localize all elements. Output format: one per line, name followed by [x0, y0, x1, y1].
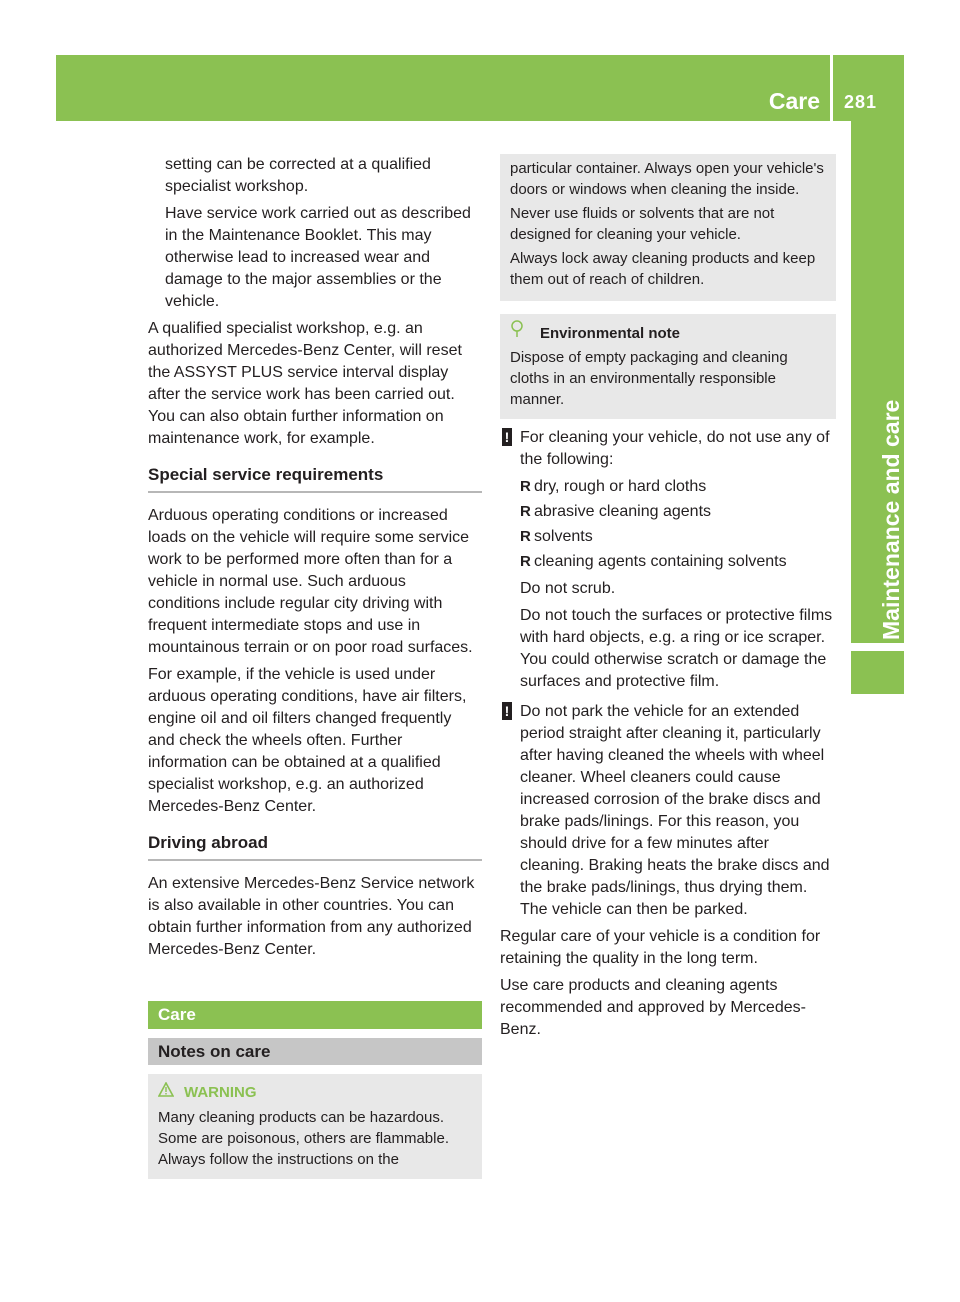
care-section-bar: Care: [148, 1001, 482, 1029]
warning-triangle-icon: [158, 1082, 184, 1103]
warning-text: Many cleaning products can be hazardous. Some are poisonous, others are flammable. Always follow the instructions on the: [158, 1109, 449, 1168]
bullet-marker: R: [520, 553, 531, 570]
header-divider: [830, 55, 833, 121]
section-heading-special: Special service requirements: [148, 464, 482, 493]
warning-text: Always lock away cleaning products and keep them out of reach of children.: [510, 250, 816, 288]
note-text: Do not park the vehicle for an extended period straight after cleaning it, particularly after having cleaned the wheels with wheel cleaner. Wheel cleaners could cause increased corrosion of the brake discs and brake pads/linings. For this reason, you should drive for a few minutes after cleaning. Braking heats the brake discs and the brake pads/linings, thus drying them. The vehicle can then be parked.: [520, 703, 830, 918]
side-tab-marker: [851, 651, 904, 694]
paragraph: For example, if the vehicle is used under arduous operating conditions, have air filters, engine oil and oil filters changed frequently and check the wheels often. Further information can be obtained at a qualified specialist workshop, e.g. an authorized Mercedes-Benz Center.: [148, 666, 467, 815]
right-column: [500, 154, 836, 1046]
bullet-marker: R: [520, 528, 531, 545]
bullet-marker: R: [520, 503, 531, 520]
warning-box: [148, 1074, 482, 1179]
environmental-note-text: Dispose of empty packaging and cleaning cloths in an environmentally responsible manner.: [510, 349, 788, 408]
section-heading-abroad: Driving abroad: [148, 832, 482, 861]
environmental-note-box: [500, 314, 836, 419]
environmental-note-label: Environmental note: [540, 325, 681, 342]
exclamation-icon: !: [502, 702, 512, 720]
paragraph: Use care products and cleaning agents recommended and approved by Mercedes-Benz.: [500, 977, 806, 1038]
paragraph: Do not touch the surfaces or protective films with hard objects, e.g. a ring or ice scraper. You could otherwise scratch or damage the surfaces and protective film.: [520, 607, 833, 690]
paragraph: setting can be corrected at a qualified specialist workshop.: [165, 156, 431, 195]
left-column: [148, 154, 482, 1179]
side-tab-label: Maintenance and care: [878, 399, 904, 640]
bullet-list: [520, 476, 836, 573]
paragraph: Do not scrub.: [520, 580, 616, 597]
list-item: R solvents: [520, 526, 836, 548]
exclamation-icon: !: [502, 428, 512, 446]
note-text: For cleaning your vehicle, do not use any of the following:: [520, 429, 830, 468]
paragraph: Arduous operating conditions or increased loads on the vehicle will require some service work to be performed more often than for a vehicle in normal use. Such arduous conditions include regular city driving with frequent intermediate stops and use in mountainous terrain or on poor road surfaces.: [148, 507, 473, 656]
paragraph: Regular care of your vehicle is a condition for retaining the quality in the long term.: [500, 928, 821, 967]
notes-on-care-bar: Notes on care: [148, 1038, 482, 1065]
list-item: R dry, rough or hard cloths: [520, 476, 836, 498]
lightbulb-icon: [510, 320, 540, 344]
note-parking: [500, 701, 836, 921]
warning-box-continued: [500, 154, 836, 301]
warning-text: Never use fluids or solvents that are not designed for cleaning your vehicle.: [510, 205, 775, 243]
list-item: R abrasive cleaning agents: [520, 501, 836, 523]
paragraph: Have service work carried out as described in the Maintenance Booklet. This may otherwise lead to increased wear and damage to the major assemblies or the vehicle.: [165, 205, 471, 310]
bullet-marker: R: [520, 478, 531, 495]
note-cleaning: [500, 427, 836, 471]
warning-text: particular container. Always open your vehicle's doors or windows when cleaning the inside.: [510, 160, 824, 198]
paragraph: An extensive Mercedes-Benz Service network is also available in other countries. You can obtain further information from any authorized Mercedes-Benz Center.: [148, 875, 475, 958]
paragraph: A qualified specialist workshop, e.g. an authorized Mercedes-Benz Center, will reset the ASSYST PLUS service interval display after the service work has been carried out. You can also obtain further information on maintenance work, for example.: [148, 320, 462, 447]
header-title: Care: [768, 88, 820, 114]
list-item: R cleaning agents containing solvents: [520, 551, 836, 573]
page-number: 281: [844, 92, 878, 112]
warning-label: WARNING: [184, 1084, 257, 1101]
